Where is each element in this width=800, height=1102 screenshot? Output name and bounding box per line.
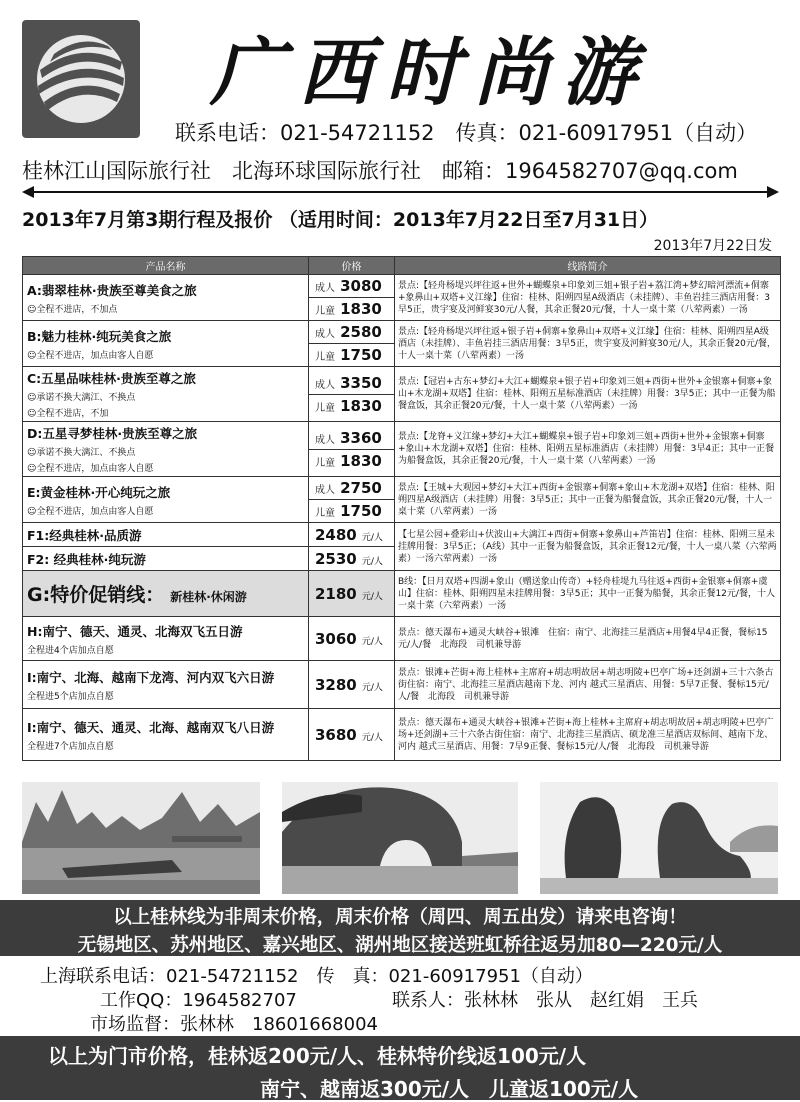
route-note: ☺全程不进店，不加点 bbox=[27, 304, 118, 315]
transfer-notice: 无锡地区、苏州地区、嘉兴地区、湖州地区接送班虹桥往返另加80—220元/人 bbox=[77, 935, 723, 956]
adult-label: 成人 bbox=[315, 329, 335, 340]
child-label: 儿童 bbox=[315, 508, 335, 519]
route-description: 景点:【轻舟杨堤兴坪往返+世外+蝴蝶泉+印象刘三姐+银子岩+荔江湾+梦幻暗河漂流+侗寨+象鼻山+双塔+义江缘】住宿：桂林、阳朔四星A级酒店（未挂牌）、丰鱼岩挂三酒店用餐：3早5正，贵宇宴及河鲜宴30元/人餐，其余正餐20元/餐，十人一桌十菜（八荤两素）一汤 bbox=[395, 275, 781, 321]
route-name: F2: 经典桂林·纯玩游 bbox=[27, 552, 146, 567]
route-description: 景点：德天瀑布+通灵大峡谷+银滩+芒街+海上桂林+主席府+胡志明故居+胡志明陵+巴亭广场+还剑湖+三十六条古街住宿：南宁、北海挂三星酒店、硕龙准三星酒店双标间、越南下龙、河内 越式三星酒店、用餐：7早9正餐、餐标15元/人/餐 北海段 司机兼导游 bbox=[395, 709, 781, 761]
route-price: 2530 bbox=[315, 550, 357, 568]
route-name: I:南宁、德天、通灵、北海、越南双飞八日游 bbox=[27, 719, 275, 735]
adult-label: 成人 bbox=[315, 434, 335, 446]
notice-band bbox=[0, 900, 800, 956]
period-line: 2013年7月第3期行程及报价 （适用时间：2013年7月22日至7月31日） bbox=[22, 209, 659, 231]
child-price: 1830 bbox=[340, 451, 382, 470]
route-name: C:五星品味桂林·贵族至尊之旅 bbox=[27, 371, 196, 386]
route-note: ☺全程不进店，不加 bbox=[27, 409, 109, 419]
column-header: 产品名称 bbox=[23, 257, 309, 275]
elephant-trunk-hill-photo bbox=[282, 782, 518, 894]
adult-label: 成人 bbox=[315, 283, 335, 294]
child-price: 1750 bbox=[340, 502, 382, 520]
rebate-line-1: 以上为门市价格，桂林返200元/人、桂林特价线返100元/人 bbox=[48, 1044, 587, 1068]
route-description: 景点：德天瀑布+通灵大峡谷+银滩 住宿：南宁、北海挂三星酒店+用餐4早4正餐，餐标15元/人/餐 北海段 司机兼导游 bbox=[395, 617, 781, 661]
contact-persons: 联系人：张林林 张从 赵红娟 王兵 bbox=[392, 990, 698, 1011]
double-arrow-divider bbox=[22, 185, 779, 199]
route-price: 3280 bbox=[315, 676, 357, 694]
route-description: 【七星公园+叠彩山+伏波山+大漓江+西街+侗寨+象鼻山+芦笛岩】住宿：桂林、阳朔三星未挂牌用餐：3早5正；（A线）其中一正餐为船餐盒饭，其余正餐12元/餐，十人一桌八菜（六荤两素）一汤六荤两素）一汤 bbox=[395, 523, 781, 571]
child-price: 1830 bbox=[340, 396, 382, 415]
globe-logo-icon bbox=[22, 20, 140, 138]
promo-route-sub: 新桂林·休闲游 bbox=[170, 590, 247, 604]
child-label: 儿童 bbox=[315, 352, 335, 363]
halong-bay-rocks-photo bbox=[540, 782, 778, 894]
route-name: H:南宁、德天、通灵、北海双飞五日游 bbox=[27, 623, 243, 639]
route-name: F1:经典桂林·品质游 bbox=[27, 528, 142, 543]
child-price: 1750 bbox=[340, 346, 382, 364]
promo-route-name: G:特价促销线： bbox=[27, 584, 165, 606]
route-price: 3680 bbox=[315, 726, 357, 744]
rebate-band bbox=[0, 1036, 800, 1100]
shanghai-phone-line: 上海联系电话：021-54721152 传 真：021-60917951（自动） bbox=[40, 966, 593, 987]
column-header: 价格 bbox=[309, 257, 395, 275]
route-price: 2480 bbox=[315, 526, 357, 544]
child-label: 儿童 bbox=[315, 402, 335, 414]
adult-label: 成人 bbox=[315, 485, 335, 496]
child-label: 儿童 bbox=[315, 306, 335, 317]
route-note: ☺承诺不换大漓江、不换点 bbox=[27, 393, 136, 403]
page-title: 广西时尚游 bbox=[210, 30, 650, 116]
route-note: ☺全程不进店，加点由客人自愿 bbox=[27, 350, 154, 361]
river-village-photo bbox=[22, 782, 260, 894]
price-unit: 元/人 bbox=[361, 533, 383, 543]
price-unit: 元/人 bbox=[361, 592, 383, 602]
route-name: E:黄金桂林·开心纯玩之旅 bbox=[27, 484, 171, 500]
route-description: 景点:【王城+大观园+梦幻+大江+西街+金银寨+侗寨+象山+木龙湖+双塔】住宿：桂林、阳朔四星A级酒店（未挂牌）用餐：3早5正；其中一正餐为船餐盒饭，其余正餐20元/餐，十人一桌十菜（八荤两素）一汤 bbox=[395, 477, 781, 523]
table-row bbox=[23, 367, 781, 422]
table-row bbox=[23, 275, 781, 321]
adult-price: 2750 bbox=[340, 479, 382, 497]
route-note: 全程进5个店加点自愿 bbox=[27, 691, 114, 702]
adult-price: 3360 bbox=[340, 428, 382, 447]
adult-price: 3350 bbox=[340, 373, 382, 392]
rebate-line-2: 南宁、越南返300元/人 儿童返100元/人 bbox=[260, 1077, 639, 1101]
route-note: 全程进7个店加点自愿 bbox=[27, 741, 114, 752]
route-description: B线：【日月双塔+四湖+象山（赠送象山传奇）+轻舟桂堤九马往返+西街+金银寨+侗寨+虞山】住宿：桂林、阳朔四星未挂牌用餐：3早5正；其中一正餐为船餐，其余正餐12元/餐，十人一桌十菜（六荤两素）一汤 bbox=[395, 571, 781, 617]
price-unit: 元/人 bbox=[361, 557, 383, 567]
route-note: ☺承诺不换大漓江、不换点 bbox=[27, 448, 136, 458]
agencies-email-line: 桂林江山国际旅行社 北海环球国际旅行社 邮箱：1964582707@qq.com bbox=[22, 159, 738, 183]
table-row bbox=[23, 617, 781, 661]
adult-price: 3080 bbox=[340, 277, 382, 295]
market-supervisor: 市场监督：张林林 18601668004 bbox=[90, 1014, 378, 1035]
work-qq: 工作QQ：1964582707 bbox=[100, 990, 297, 1011]
table-row bbox=[23, 477, 781, 523]
adult-price: 2580 bbox=[340, 323, 382, 341]
table-row bbox=[23, 422, 781, 477]
route-price: 3060 bbox=[315, 630, 357, 648]
route-name: D:五星寻梦桂林·贵族至尊之旅 bbox=[27, 426, 198, 441]
price-unit: 元/人 bbox=[361, 637, 383, 647]
route-name: I:南宁、北海、越南下龙湾、河内双飞六日游 bbox=[27, 669, 275, 685]
route-name: B:魅力桂林·纯玩美食之旅 bbox=[27, 328, 172, 344]
route-price: 2180 bbox=[315, 585, 357, 603]
route-description: 景点：银滩+芒街+海上桂林+主席府+胡志明故居+胡志明陵+巴亭广场+还剑湖+三十六条古街住宿：南宁、北海挂三星酒店越南下龙、河内 越式三星酒店、用餐：5早7正餐、餐标15元/人/餐 北海段 司机兼导游 bbox=[395, 661, 781, 709]
route-description: 景点:【轻舟杨堤兴坪往返+银子岩+侗寨+象鼻山+双塔+义江缘】住宿：桂林、阳朔四星A级酒店（未挂牌）、丰鱼岩挂三酒店用餐：3早5正，贵宇宴及河鲜宴30元/人，其余正餐20元/餐，十人一桌十菜（八荤两素）一汤 bbox=[395, 321, 781, 367]
route-name: A:翡翠桂林·贵族至尊美食之旅 bbox=[27, 282, 197, 298]
route-note: ☺全程不进店，加点由客人自愿 bbox=[27, 464, 154, 474]
weekend-price-notice: 以上桂林线为非周末价格，周末价格（周四、周五出发）请来电咨询！ bbox=[113, 907, 687, 928]
child-price: 1830 bbox=[340, 300, 382, 318]
table-row bbox=[23, 709, 781, 761]
route-note: 全程进4个店加点自愿 bbox=[27, 645, 114, 656]
table-row-promo bbox=[23, 571, 781, 617]
route-description: 景点:【冠岩+古东+梦幻+大江+蝴蝶泉+银子岩+印象刘三姐+西街+世外+金银寨+侗寨+象山+木龙湖+双塔】住宿：桂林、阳朔五星标准酒店（未挂牌）用餐：3早5正；其中一正餐为船餐盒饭，其余正餐20元/餐，十人一桌十菜（八荤两素）一汤 bbox=[395, 367, 781, 422]
route-note: ☺全程不进店，加点由客人自愿 bbox=[27, 506, 154, 517]
price-unit: 元/人 bbox=[361, 733, 383, 743]
issue-date: 2013年7月22日发 bbox=[653, 238, 772, 254]
table-row bbox=[23, 321, 781, 367]
table-header bbox=[23, 257, 781, 275]
table-row bbox=[23, 523, 781, 547]
table-row bbox=[23, 661, 781, 709]
adult-label: 成人 bbox=[315, 379, 335, 391]
route-description: 景点:【龙脊+义江缘+梦幻+大江+蝴蝶泉+银子岩+印象刘三姐+西街+世外+金银寨+侗寨+象山+木龙湖+双塔】住宿：桂林、阳朔五星标准酒店（未挂牌）用餐：3早4正；其中一正餐为船餐盒饭，其余正餐20元/餐，十人一桌十菜（八荤两素）一汤 bbox=[395, 422, 781, 477]
price-unit: 元/人 bbox=[361, 683, 383, 693]
column-header: 线路简介 bbox=[395, 257, 781, 275]
phone-fax-line: 联系电话：021-54721152 传真：021-60917951（自动） bbox=[175, 121, 758, 145]
child-label: 儿童 bbox=[315, 457, 335, 469]
price-table bbox=[22, 256, 781, 761]
